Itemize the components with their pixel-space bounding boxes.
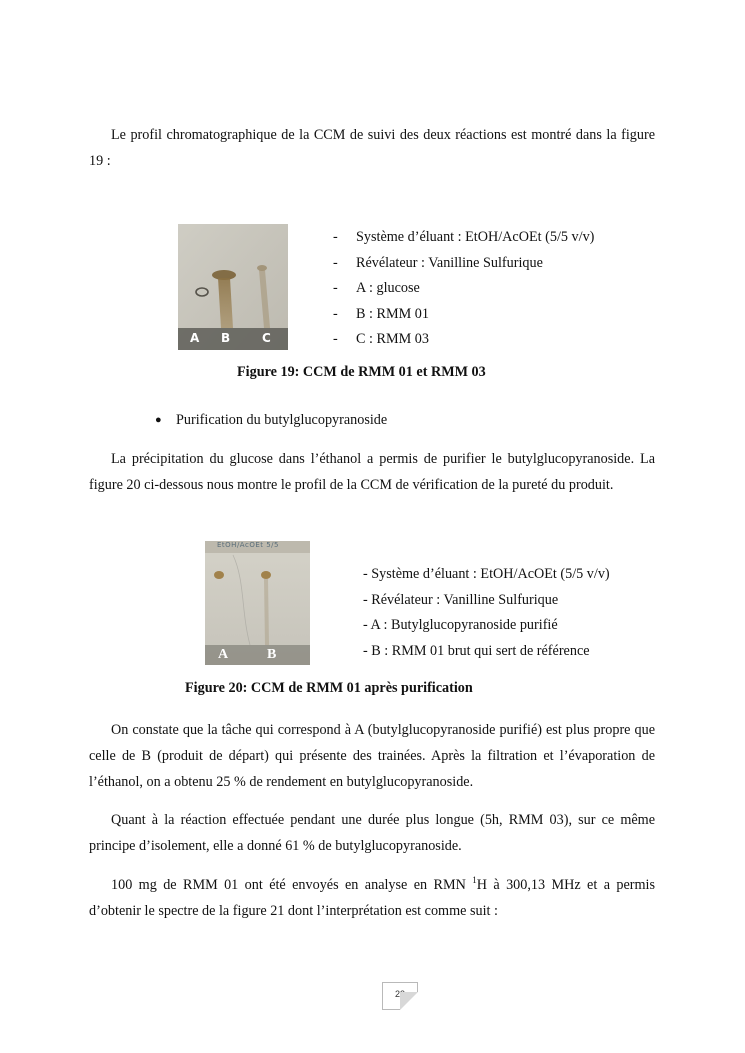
legend-item: - A : Butylglucopyranoside purifié bbox=[363, 617, 558, 633]
legend-item: - C : RMM 03 bbox=[333, 331, 429, 347]
section-bullet-label: Purification du butylglucopyranoside bbox=[176, 412, 388, 428]
legend-item: - Système d’éluant : EtOH/AcOEt (5/5 v/v) bbox=[363, 566, 610, 582]
spot-lane-b bbox=[261, 571, 271, 579]
legend-item: - B : RMM 01 bbox=[333, 305, 429, 322]
legend-item: - Système d’éluant : EtOH/AcOEt (5/5 v/v) bbox=[333, 229, 595, 245]
paragraph-5: 100 mg de RMM 01 ont été envoyés en analyse en RMN $^1$H à 300,13 MHz et a permis d’obtenir le spectre de la figure 21 dont l’interprétation est comme suit : bbox=[89, 875, 655, 919]
figure-20-legend bbox=[363, 562, 610, 664]
paragraph-3: On constate que la tâche qui correspond à A (butylglucopyranoside purifié) est plus propre que celle de B (produit de départ) qui présente des trainées. Après la filtration et l’évaporation de l’éthanol, on a obtenu 25 % de rendement en butylglucopyranoside. bbox=[89, 722, 655, 790]
intro-paragraph: Le profil chromatographique de la CCM de suivi des deux réactions est montré dans la figure 19 : bbox=[89, 127, 655, 169]
lane-label-c: C bbox=[262, 331, 271, 345]
tlc-plate-figure-20 bbox=[205, 541, 310, 665]
figure-20-caption: Figure 20: CCM de RMM 01 après purification bbox=[185, 680, 473, 696]
lane-label-b: B bbox=[221, 331, 231, 345]
paragraph-4: Quant à la réaction effectuée pendant une durée plus longue (5h, RMM 03), sur ce même principe d’isolement, elle a donné 61 % de butylglucopyranoside. bbox=[89, 812, 655, 854]
lane-label-a: A bbox=[218, 647, 229, 662]
lane-label-a: A bbox=[190, 331, 200, 345]
page-number bbox=[382, 982, 418, 1010]
page-corner-fold-icon bbox=[400, 992, 418, 1010]
legend-item: - Révélateur : Vanilline Sulfurique bbox=[333, 254, 543, 271]
lane-label-b: B bbox=[267, 647, 277, 662]
section-bullet bbox=[155, 408, 387, 432]
spot-lane-a bbox=[214, 571, 224, 579]
legend-item: - Révélateur : Vanilline Sulfurique bbox=[363, 591, 559, 608]
figure-19-caption: Figure 19: CCM de RMM 01 et RMM 03 bbox=[237, 364, 486, 380]
figure-19-legend bbox=[333, 225, 594, 353]
tlc-plate-figure-19 bbox=[178, 224, 288, 350]
legend-item: - B : RMM 01 brut qui sert de référence bbox=[363, 642, 590, 659]
legend-item: - A : glucose bbox=[333, 280, 420, 296]
page-number-text: 23 bbox=[394, 989, 405, 999]
paragraph-2: La précipitation du glucose dans l’éthanol a permis de purifier le butylglucopyranoside. La figure 20 ci-dessous nous montre le profil de la CCM de vérification de la pureté du produit. bbox=[89, 451, 655, 493]
bullet-icon: ● bbox=[155, 414, 162, 426]
plate-handwriting: EtOH/AcOEt 5/5 bbox=[217, 541, 279, 549]
